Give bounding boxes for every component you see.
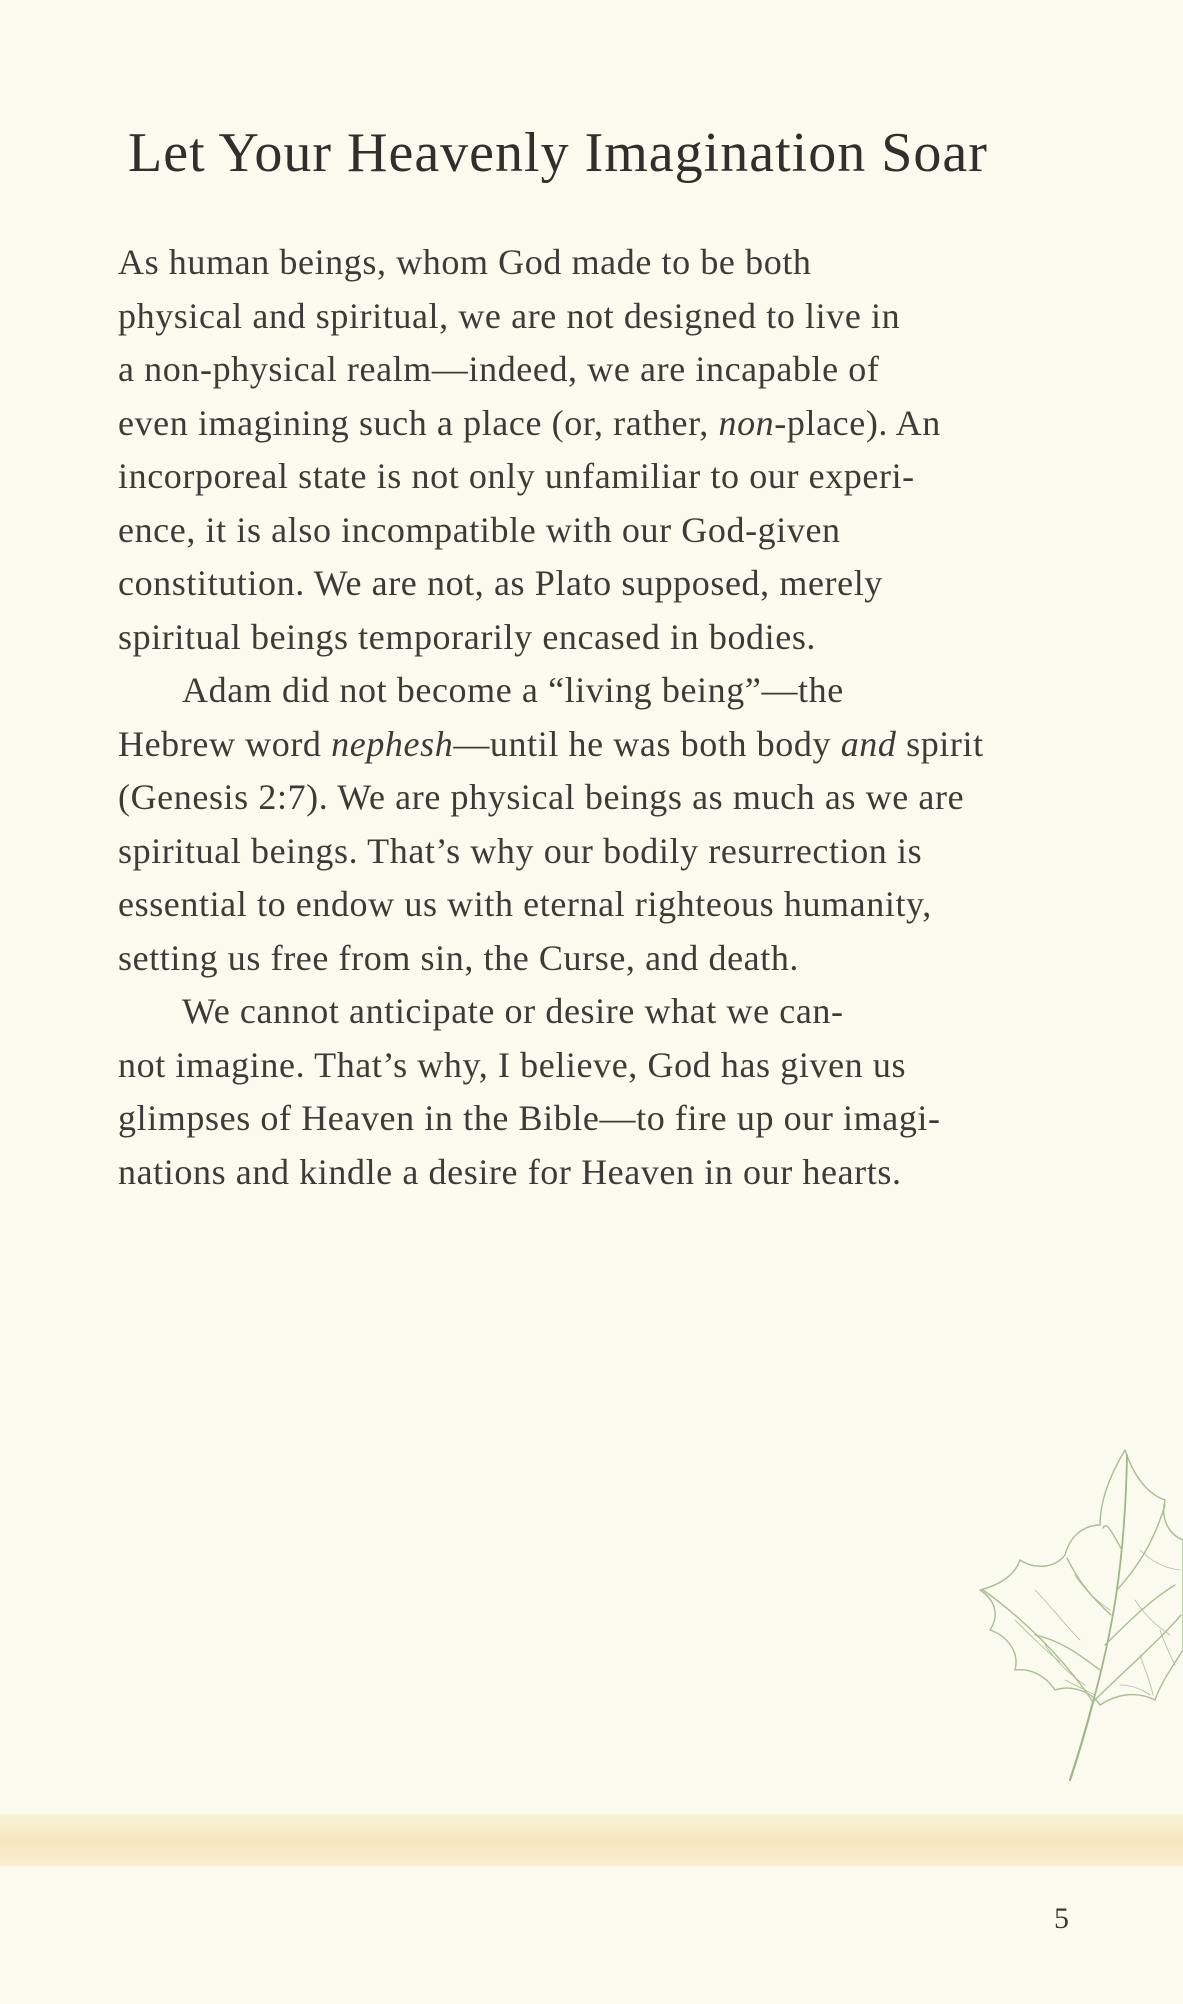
paragraph-2 bbox=[118, 664, 1078, 985]
text-line: physical and spiritual, we are not designed to live in bbox=[118, 295, 901, 336]
page-title: Let Your Heavenly Imagination Soar bbox=[128, 122, 988, 184]
decorative-band bbox=[0, 1814, 1183, 1866]
text-line: As human beings, whom God made to be both bbox=[118, 242, 812, 282]
text-line: setting us free from sin, the Curse, and death. bbox=[118, 937, 800, 978]
paragraph-3 bbox=[118, 985, 1078, 1199]
text-line: nations and kindle a desire for Heaven in our hearts. bbox=[118, 1151, 902, 1192]
text-run: even imagining such a place (or, rather, bbox=[118, 402, 719, 443]
text-line: not imagine. That’s why, I believe, God has given us bbox=[118, 1044, 907, 1085]
text-run: —until he was both body bbox=[453, 723, 841, 764]
text-line: Adam did not become a “living being”—the bbox=[182, 670, 844, 710]
text-line bbox=[118, 397, 1078, 451]
text-line: We cannot anticipate or desire what we can- bbox=[182, 991, 844, 1031]
text-run: spirit bbox=[896, 723, 984, 764]
italic-text: non bbox=[718, 402, 775, 443]
leaf-icon bbox=[975, 1440, 1183, 1786]
italic-text: nephesh bbox=[331, 723, 454, 764]
body-text bbox=[118, 236, 1078, 1199]
page-number: 5 bbox=[1054, 1902, 1069, 1935]
text-line: glimpses of Heaven in the Bible—to fire up our imagi- bbox=[118, 1098, 941, 1138]
text-line: ence, it is also incompatible with our God-given bbox=[118, 509, 841, 550]
text-run: -place). An bbox=[774, 402, 941, 443]
text-line bbox=[118, 718, 1078, 772]
text-line: incorporeal state is not only unfamiliar to our experi- bbox=[118, 456, 915, 496]
text-line: spiritual beings. That’s why our bodily resurrection is bbox=[118, 830, 923, 871]
italic-text: and bbox=[840, 723, 897, 764]
paragraph-1 bbox=[118, 236, 1078, 664]
text-line: constitution. We are not, as Plato supposed, merely bbox=[118, 563, 883, 603]
text-line: essential to endow us with eternal righteous humanity, bbox=[118, 884, 932, 924]
text-line: (Genesis 2:7). We are physical beings as much as we are bbox=[118, 777, 965, 817]
text-run: Hebrew word bbox=[118, 723, 332, 764]
text-line: a non-physical realm—indeed, we are incapable of bbox=[118, 349, 880, 389]
text-line: spiritual beings temporarily encased in bodies. bbox=[118, 616, 817, 657]
